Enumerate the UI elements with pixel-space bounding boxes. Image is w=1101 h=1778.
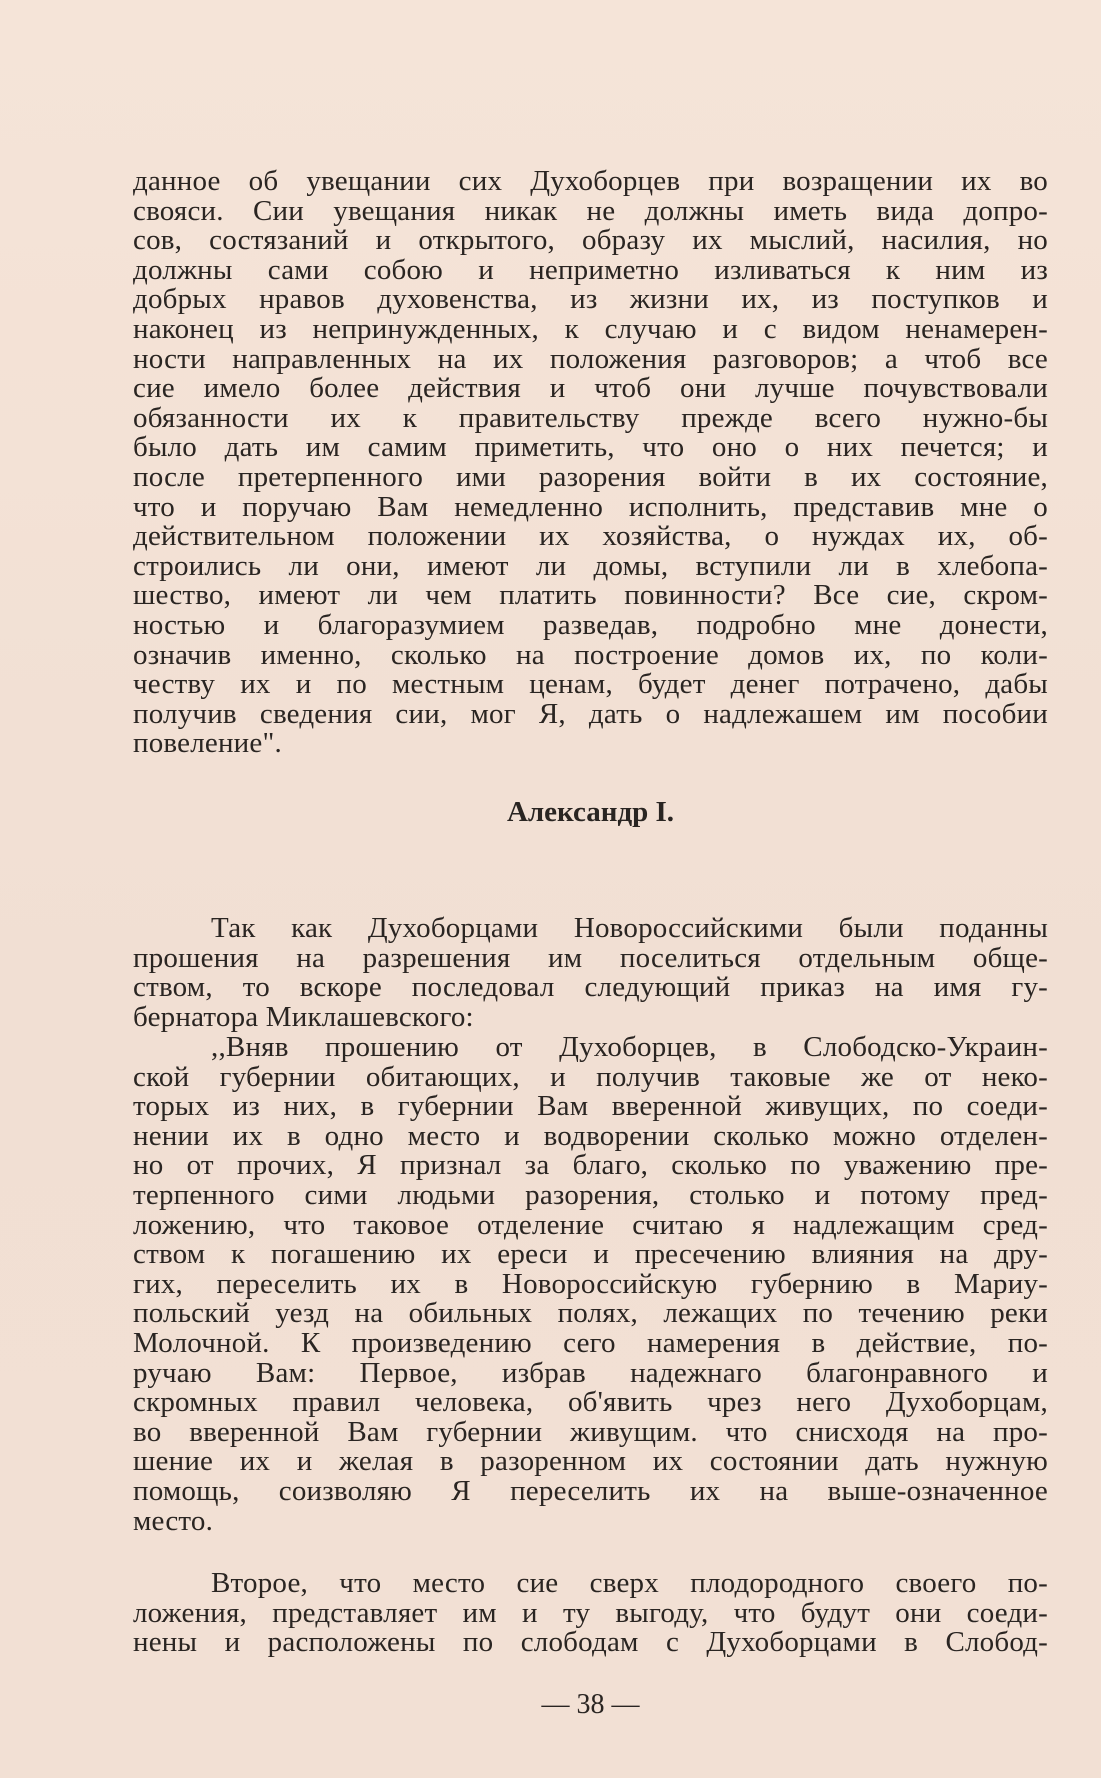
text-line: ской губернии обитающих, и получив таковые же от неко- [133, 1060, 1048, 1093]
text-line: ложению, что таковое отделение считаю я надлежащим сред- [133, 1208, 1048, 1241]
text-line: ностью и благоразумием разведав, подробно мне донести, [133, 608, 1048, 641]
text-line: Второе, что место сие сверх плодородного своего по- [211, 1567, 1048, 1599]
text-line: но от прочих, Я признал за благо, сколько по уважению пре- [133, 1149, 1048, 1182]
text-line: сие имело более действия и чтоб они лучше почувствовали [133, 372, 1048, 405]
text-line: Так как Духоборцами Новороссийскими были поданны [211, 912, 1048, 944]
text-line: бернатора Миклашевского: [133, 1000, 474, 1033]
text-line: означив именно, сколько на построение домов их, по коли- [133, 638, 1048, 671]
text-line: что и поручаю Вам немедленно исполнить, представив мне о [133, 490, 1048, 523]
text-line: во вверенной Вам губернии живущим. что снисходя на про- [133, 1415, 1048, 1448]
text-line: польский уезд на обильных полях, лежащих по течению реки [133, 1297, 1048, 1330]
paragraph-4 [133, 1569, 1048, 1658]
text-line: свояси. Сии увещания никак не должны иметь вида допро- [133, 194, 1048, 227]
text-line: должны сами собою и неприметно изливаться к ним из [133, 253, 1048, 286]
paragraph-3 [133, 1033, 1048, 1536]
text-line: нении их в одно место и водворении сколько можно отделен- [133, 1119, 1048, 1152]
text-line: добрых нравов духовенства, из жизни их, из поступков и [133, 283, 1048, 316]
text-line: получив сведения сии, мог Я, дать о надлежашем им пособии [133, 697, 1048, 730]
text-line: шество, имеют ли чем платить повинности? Все сие, скром- [133, 579, 1048, 612]
text-line: терпенного сими людьми разорения, столько и потому пред- [133, 1178, 1048, 1211]
text-line: помощь, соизволяю Я переселить их на выше-означенное [133, 1474, 1048, 1507]
text-line: ством к погашению их ереси и пресечению влияния на дру- [133, 1238, 1048, 1271]
text-line: гих, переселить их в Новороссийскую губернию в Мариу- [133, 1267, 1048, 1300]
text-line: повеление". [133, 727, 282, 760]
text-line: торых из них, в губернии Вам вверенной живущих, по соеди- [133, 1090, 1048, 1123]
text-line: место. [133, 1504, 214, 1537]
text-line: наконец из непринужденных, к случаю и с видом ненамерен- [133, 312, 1048, 345]
text-line: данное об увещании сих Духоборцев при возращении их во [133, 165, 1048, 197]
text-line: действительном положении их хозяйства, о нуждах их, об- [133, 520, 1048, 553]
text-line: Молочной. К произведению сего намерения в действие, по- [133, 1326, 1048, 1359]
text-line: ложения, представляет им и ту выгоду, что будут они соеди- [133, 1596, 1048, 1629]
text-line: ручаю Вам: Первое, избрав надежнаго благонравного и [133, 1356, 1048, 1389]
paragraph-1 [133, 167, 1048, 759]
text-line: строились ли они, имеют ли домы, вступили ли в хлебопа- [133, 549, 1048, 582]
text-line: сов, состязаний и открытого, образу их мыслий, насилия, но [133, 224, 1048, 257]
text-line: честву их и по местным ценам, будет денег потрачено, дабы [133, 668, 1048, 701]
text-line: ности направленных на их положения разговоров; а чтоб все [133, 342, 1048, 375]
text-line: скромных правил человека, об'явить чрез него Духоборцам, [133, 1386, 1048, 1419]
paragraph-2 [133, 914, 1048, 1032]
text-line: ством, то вскоре последовал следующий приказ на имя гу- [133, 971, 1048, 1004]
text-line: шение их и желая в разоренном их состоянии дать нужную [133, 1445, 1048, 1478]
text-line: обязанности их к правительству прежде всего нужно-бы [133, 401, 1048, 434]
text-line: нены и расположены по слободам с Духоборцами в Слобод- [133, 1626, 1048, 1659]
text-line: прошения на разрешения им поселиться отдельным обще- [133, 941, 1048, 974]
signature: Александр I. [506, 796, 675, 828]
text-line: было дать им самим приметить, что оно о них печется; и [133, 431, 1048, 464]
text-line: ,,Вняв прошению от Духоборцев, в Слободско-Украин- [211, 1031, 1048, 1063]
text-line: после претерпенного ими разорения войти в их состояние, [133, 460, 1048, 493]
page-number: — 38 — [541, 1689, 640, 1720]
